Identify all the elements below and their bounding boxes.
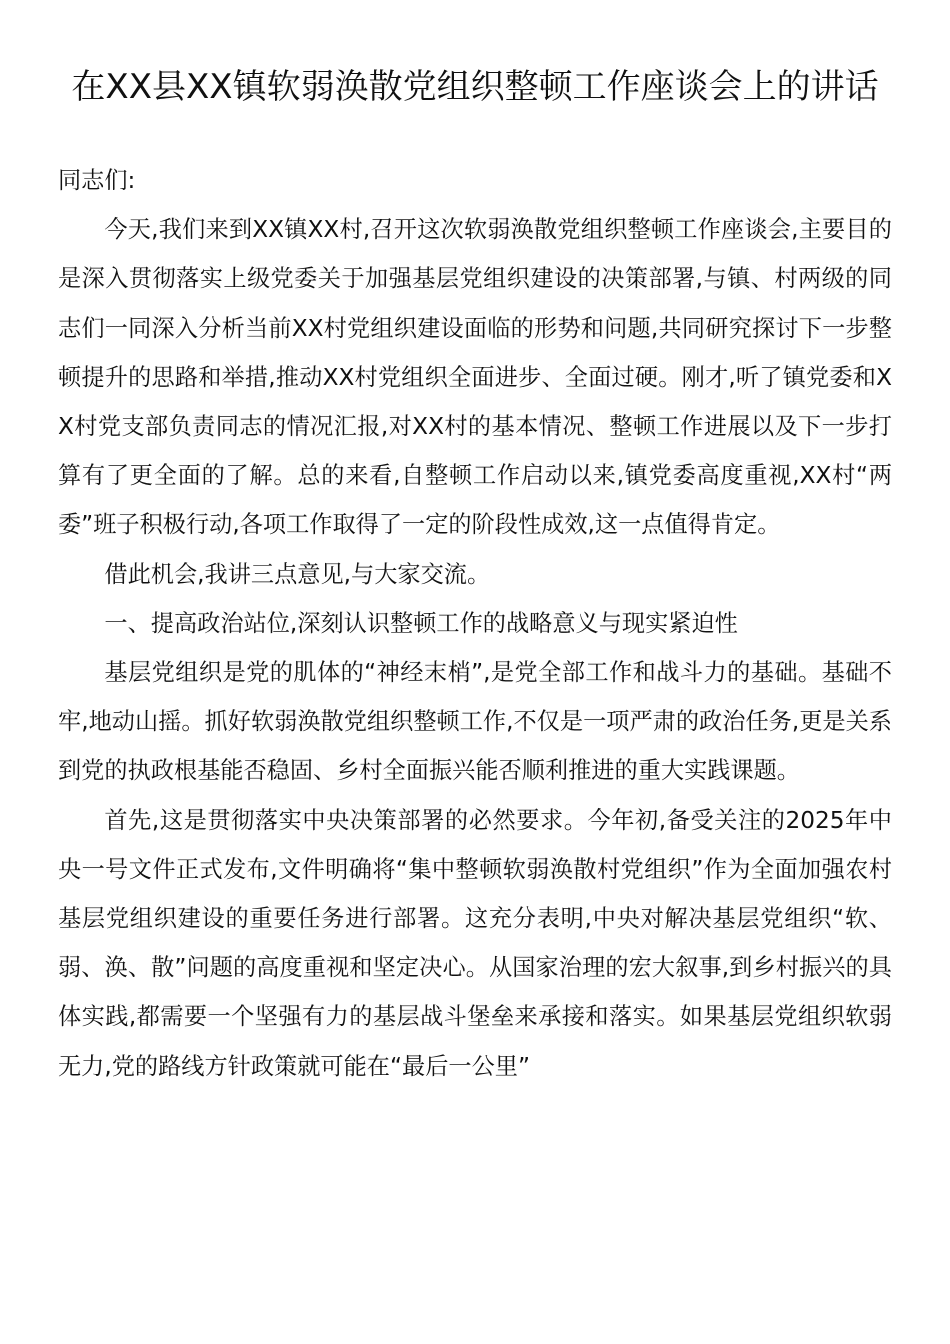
paragraph-section1-first: 首先,这是贯彻落实中央决策部署的必然要求。今年初,备受关注的2025年中央一号文件正式发布,文件明确将“集中整顿软弱涣散村党组织”作为全面加强农村基层党组织建设的重要任务进行部署。这充分表明,中央对解决基层党组织“软、弱、涣、散”问题的高度重视和坚定决心。从国家治理的宏大叙事,到乡村振兴的具体实践,都需要一个坚强有力的基层战斗堡垒来承接和落实。如果基层党组织软弱无力,党的路线方针政策就可能在“最后一公里” <box>58 806 892 1080</box>
section-heading-1: 一、提高政治站位,深刻认识整顿工作的战略意义与现实紧迫性 <box>104 609 738 637</box>
document-title: 在XX县XX镇软弱涣散党组织整顿工作座谈会上的讲话 <box>71 67 879 107</box>
paragraph-intro: 今天,我们来到XX镇XX村,召开这次软弱涣散党组织整顿工作座谈会,主要目的是深入贯彻落实上级党委关于加强基层党组织建设的决策部署,与镇、村两级的同志们一同深入分析当前XX村党组织建设面临的形势和问题,共同研究探讨下一步整顿提升的思路和举措,推动XX村党组织全面进步、全面过硬。刚才,听了镇党委和XX村党支部负责同志的情况汇报,对XX村的基本情况、整顿工作进展以及下一步打算有了更全面的了解。总的来看,自整顿工作启动以来,镇党委高度重视,XX村“两委”班子积极行动,各项工作取得了一定的阶段性成效,这一点值得肯定。 <box>58 216 892 539</box>
paragraph-section1-intro: 基层党组织是党的肌体的“神经末梢”,是党全部工作和战斗力的基础。基础不牢,地动山摇。抓好软弱涣散党组织整顿工作,不仅是一项严肃的政治任务,更是关系到党的执政根基能否稳固、乡村全面振兴能否顺利推进的重大实践课题。 <box>58 659 892 785</box>
paragraph-transition: 借此机会,我讲三点意见,与大家交流。 <box>104 560 491 588</box>
document-body <box>58 156 892 1091</box>
document-page <box>58 58 892 1091</box>
salutation: 同志们: <box>58 167 136 194</box>
